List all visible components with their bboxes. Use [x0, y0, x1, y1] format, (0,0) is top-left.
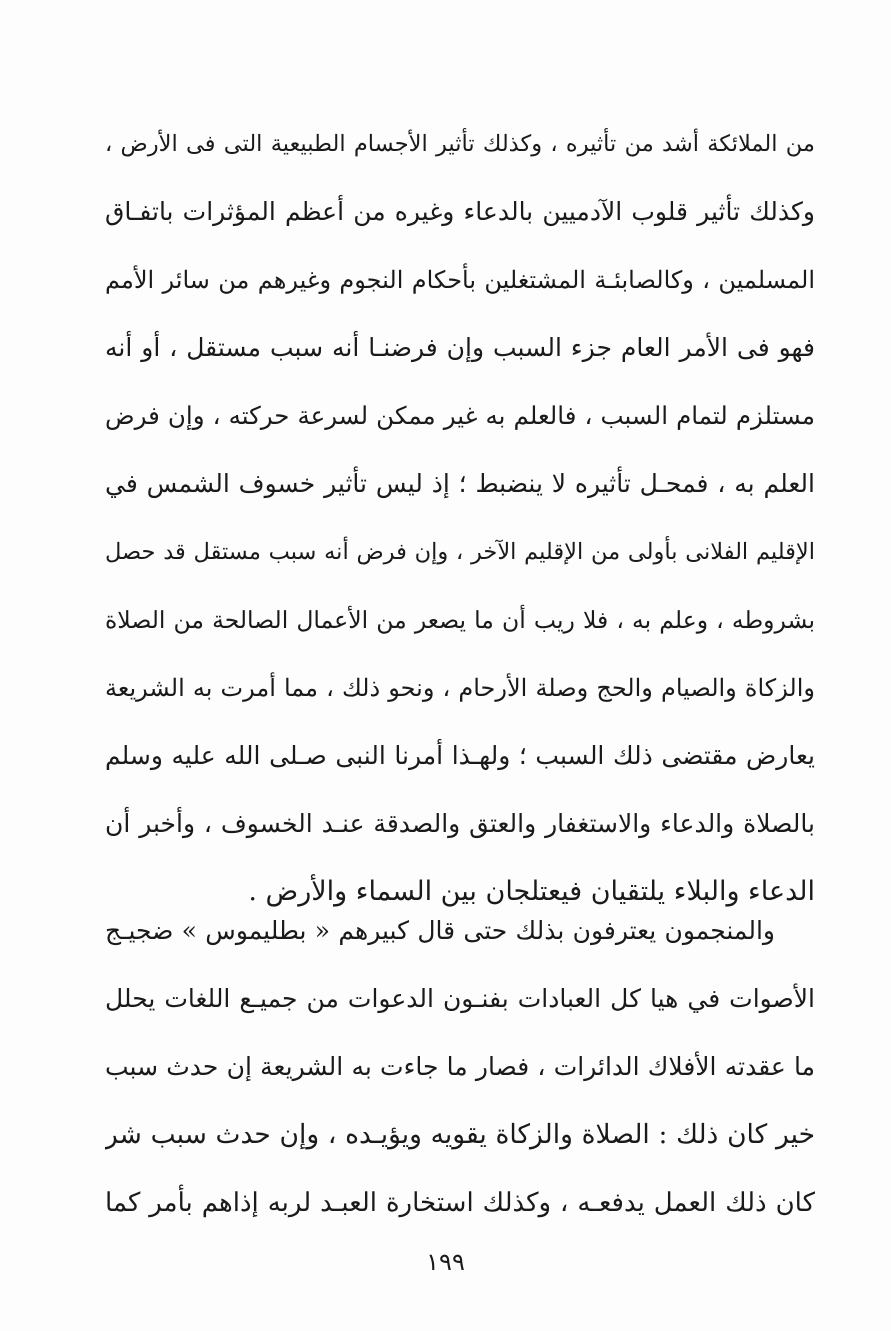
text-line: بالصلاة والدعاء والاستغفار والعتق والصدقة عنـد الخسوف ، وأخبر أن: [105, 809, 815, 838]
text-line: والزكاة والصيام والحج وصلة الأرحام ، ونحو ذلك ، مما أمرت به الشريعة: [105, 674, 815, 702]
page-number: ١٩٩: [426, 1248, 465, 1276]
paragraph-1: [105, 110, 815, 926]
text-line: خير كان ذلك : الصلاة والزكاة يقويه ويؤيـده ، وإن حدث سبب شر: [105, 1119, 815, 1150]
text-line: مستلزم لتمام السبب ، فالعلم به غير ممكن لسرعة حركته ، وإن فرض: [105, 401, 815, 430]
text-line: الدعاء والبلاء يلتقيان فيعتلجان بين السماء والأرض .: [248, 876, 815, 907]
text-line: وكذلك تأثير قلوب الآدميين بالدعاء وغيره من أعظم المؤثرات باتفـاق: [105, 197, 815, 226]
text-line: يعارض مقتضى ذلك السبب ؛ ولهـذا أمرنا النبى صـلى الله عليه وسلم: [105, 741, 815, 770]
text-line: بشروطه ، وعلم به ، فلا ريب أن ما يصعر من الأعمال الصالحة من الصلاة: [105, 606, 815, 634]
text-line: والمنجمون يعترفون بذلك حتى قال كبيرهم « بطليموس » ضجيـج: [105, 916, 775, 945]
text-line: المسلمين ، وكالصابئـة المشتغلين بأحكام النجوم وغيرهم من سائر الأمم: [105, 266, 815, 294]
text-line: كان ذلك العمل يدفعـه ، وكذلك استخارة العبـد لربه إذاهم بأمر كما: [105, 1188, 815, 1218]
text-line: من الملائكة أشد من تأثيره ، وكذلك تأثير الأجسام الطبيعية التى فى الأرض ،: [105, 131, 815, 157]
text-line: الإقليم الفلانى بأولى من الإقليم الآخر ، وإن فرض أنه سبب مستقل قد حصل: [105, 539, 815, 565]
text-line: العلم به ، فمحـل تأثيره لا ينضبط ؛ إذ ليس تأثير خسوف الشمس في: [105, 469, 815, 498]
text-line: ما عقدته الأفلاك الدائرات ، فصار ما جاءت به الشريعة إن حدث سبب: [105, 1052, 815, 1081]
text-line: الأصوات في هيا كل العبادات بفنـون الدعوات من جميـع اللغات يحلل: [105, 984, 815, 1013]
paragraph-2: [105, 897, 815, 1237]
text-line: فهو فى الأمر العام جزء السبب وإن فرضنـا أنه سبب مستقل ، أو أنه: [105, 333, 815, 362]
